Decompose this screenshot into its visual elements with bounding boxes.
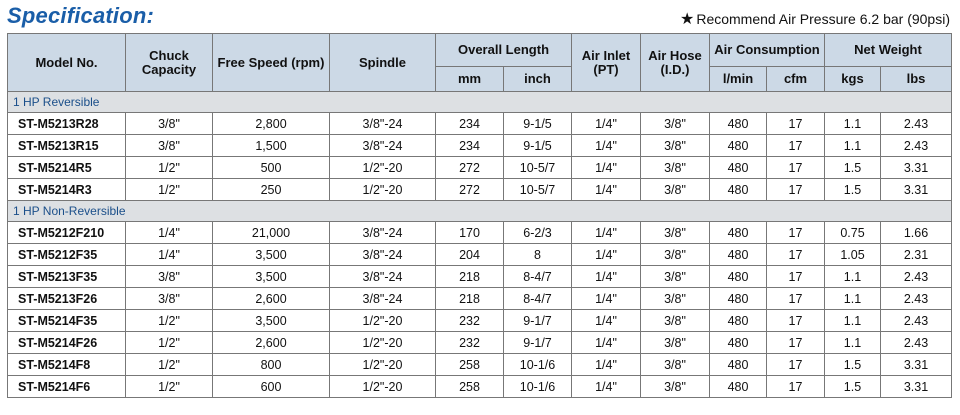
cell-length-inch: 8-4/7 (504, 266, 572, 288)
cell-weight-kgs: 1.5 (825, 376, 881, 398)
cell-air-inlet: 1/4" (572, 266, 641, 288)
cell-consumption-lmin: 480 (710, 113, 767, 135)
cell-weight-kgs: 1.1 (825, 310, 881, 332)
cell-air-hose: 3/8" (641, 266, 710, 288)
cell-length-mm: 272 (436, 179, 504, 201)
cell-consumption-cfm: 17 (767, 354, 825, 376)
cell-weight-kgs: 1.1 (825, 266, 881, 288)
cell-free-speed: 250 (213, 179, 330, 201)
cell-free-speed: 600 (213, 376, 330, 398)
cell-weight-lbs: 2.43 (881, 135, 952, 157)
cell-length-mm: 234 (436, 113, 504, 135)
header-air-consumption: Air Consumption (710, 34, 825, 67)
cell-chuck-capacity: 1/2" (126, 310, 213, 332)
cell-air-hose: 3/8" (641, 310, 710, 332)
cell-air-inlet: 1/4" (572, 332, 641, 354)
header-free-speed: Free Speed (rpm) (213, 34, 330, 92)
cell-consumption-cfm: 17 (767, 376, 825, 398)
header-consumption-cfm: cfm (767, 67, 825, 92)
cell-length-mm: 218 (436, 288, 504, 310)
cell-consumption-lmin: 480 (710, 354, 767, 376)
cell-air-hose: 3/8" (641, 376, 710, 398)
cell-free-speed: 21,000 (213, 222, 330, 244)
table-row (8, 157, 952, 179)
cell-length-mm: 204 (436, 244, 504, 266)
cell-air-inlet: 1/4" (572, 376, 641, 398)
cell-free-speed: 1,500 (213, 135, 330, 157)
cell-spindle: 3/8"-24 (330, 288, 436, 310)
cell-air-inlet: 1/4" (572, 113, 641, 135)
cell-air-hose: 3/8" (641, 113, 710, 135)
cell-air-inlet: 1/4" (572, 179, 641, 201)
cell-length-inch: 10-5/7 (504, 157, 572, 179)
cell-chuck-capacity: 1/4" (126, 244, 213, 266)
cell-length-inch: 6-2/3 (504, 222, 572, 244)
cell-weight-lbs: 3.31 (881, 157, 952, 179)
cell-consumption-cfm: 17 (767, 113, 825, 135)
cell-consumption-lmin: 480 (710, 222, 767, 244)
cell-air-hose: 3/8" (641, 135, 710, 157)
table-row (8, 310, 952, 332)
cell-air-hose: 3/8" (641, 354, 710, 376)
header-weight-kgs: kgs (825, 67, 881, 92)
cell-spindle: 1/2"-20 (330, 376, 436, 398)
cell-spindle: 3/8"-24 (330, 266, 436, 288)
cell-length-mm: 232 (436, 332, 504, 354)
cell-air-hose: 3/8" (641, 222, 710, 244)
cell-weight-kgs: 1.05 (825, 244, 881, 266)
cell-air-inlet: 1/4" (572, 157, 641, 179)
cell-air-inlet: 1/4" (572, 310, 641, 332)
cell-weight-kgs: 0.75 (825, 222, 881, 244)
cell-consumption-lmin: 480 (710, 266, 767, 288)
star-icon: ★ (679, 11, 695, 28)
cell-weight-kgs: 1.5 (825, 179, 881, 201)
table-row (8, 266, 952, 288)
cell-length-mm: 272 (436, 157, 504, 179)
cell-chuck-capacity: 1/2" (126, 179, 213, 201)
cell-free-speed: 3,500 (213, 266, 330, 288)
cell-weight-lbs: 3.31 (881, 179, 952, 201)
cell-length-inch: 9-1/7 (504, 310, 572, 332)
header-model: Model No. (8, 34, 126, 92)
specification-body (8, 92, 952, 398)
cell-length-inch: 9-1/7 (504, 332, 572, 354)
cell-chuck-capacity: 3/8" (126, 288, 213, 310)
cell-air-hose: 3/8" (641, 157, 710, 179)
cell-spindle: 1/2"-20 (330, 179, 436, 201)
header-net-weight: Net Weight (825, 34, 952, 67)
cell-air-inlet: 1/4" (572, 222, 641, 244)
cell-consumption-cfm: 17 (767, 157, 825, 179)
cell-length-mm: 258 (436, 376, 504, 398)
cell-air-inlet: 1/4" (572, 244, 641, 266)
cell-spindle: 3/8"-24 (330, 113, 436, 135)
cell-chuck-capacity: 1/2" (126, 354, 213, 376)
cell-model: ST-M5213R28 (8, 113, 126, 135)
cell-model: ST-M5214F26 (8, 332, 126, 354)
cell-consumption-cfm: 17 (767, 288, 825, 310)
cell-consumption-lmin: 480 (710, 332, 767, 354)
cell-weight-kgs: 1.5 (825, 354, 881, 376)
cell-length-inch: 8-4/7 (504, 288, 572, 310)
cell-chuck-capacity: 1/2" (126, 376, 213, 398)
cell-length-inch: 10-5/7 (504, 179, 572, 201)
cell-chuck-capacity: 3/8" (126, 135, 213, 157)
header-chuck-capacity: Chuck Capacity (126, 34, 213, 92)
cell-model: ST-M5213F26 (8, 288, 126, 310)
cell-weight-lbs: 3.31 (881, 354, 952, 376)
header-length-mm: mm (436, 67, 504, 92)
cell-model: ST-M5214F6 (8, 376, 126, 398)
cell-consumption-lmin: 480 (710, 135, 767, 157)
cell-free-speed: 800 (213, 354, 330, 376)
cell-consumption-cfm: 17 (767, 244, 825, 266)
cell-consumption-cfm: 17 (767, 179, 825, 201)
cell-weight-kgs: 1.5 (825, 157, 881, 179)
cell-chuck-capacity: 1/2" (126, 332, 213, 354)
table-row (8, 332, 952, 354)
cell-free-speed: 2,600 (213, 332, 330, 354)
cell-spindle: 1/2"-20 (330, 310, 436, 332)
table-row (8, 179, 952, 201)
group-label: 1 HP Non-Reversible (8, 201, 952, 222)
header-overall-length: Overall Length (436, 34, 572, 67)
cell-length-inch: 9-1/5 (504, 113, 572, 135)
cell-spindle: 3/8"-24 (330, 135, 436, 157)
header-spindle: Spindle (330, 34, 436, 92)
table-row (8, 376, 952, 398)
table-row (8, 244, 952, 266)
cell-weight-lbs: 2.43 (881, 288, 952, 310)
cell-weight-lbs: 2.43 (881, 113, 952, 135)
cell-air-inlet: 1/4" (572, 135, 641, 157)
cell-consumption-lmin: 480 (710, 244, 767, 266)
cell-consumption-lmin: 480 (710, 157, 767, 179)
cell-spindle: 1/2"-20 (330, 332, 436, 354)
cell-length-mm: 258 (436, 354, 504, 376)
cell-spindle: 1/2"-20 (330, 157, 436, 179)
cell-consumption-lmin: 480 (710, 288, 767, 310)
pressure-note-text: Recommend Air Pressure 6.2 bar (90psi) (696, 11, 950, 27)
cell-weight-lbs: 1.66 (881, 222, 952, 244)
cell-length-mm: 218 (436, 266, 504, 288)
page-title: Specification: (7, 3, 155, 28)
cell-model: ST-M5214F8 (8, 354, 126, 376)
cell-consumption-lmin: 480 (710, 179, 767, 201)
cell-weight-kgs: 1.1 (825, 113, 881, 135)
cell-free-speed: 2,800 (213, 113, 330, 135)
group-row (8, 92, 952, 113)
cell-chuck-capacity: 1/4" (126, 222, 213, 244)
cell-consumption-cfm: 17 (767, 266, 825, 288)
header-consumption-lmin: l/min (710, 67, 767, 92)
cell-air-inlet: 1/4" (572, 288, 641, 310)
cell-length-inch: 8 (504, 244, 572, 266)
cell-model: ST-M5214R3 (8, 179, 126, 201)
header-air-inlet: Air Inlet (PT) (572, 34, 641, 92)
cell-spindle: 1/2"-20 (330, 354, 436, 376)
cell-weight-lbs: 2.43 (881, 310, 952, 332)
cell-length-mm: 234 (436, 135, 504, 157)
cell-weight-kgs: 1.1 (825, 135, 881, 157)
cell-model: ST-M5214F35 (8, 310, 126, 332)
header-air-hose: Air Hose (I.D.) (641, 34, 710, 92)
cell-spindle: 3/8"-24 (330, 244, 436, 266)
cell-chuck-capacity: 3/8" (126, 266, 213, 288)
cell-free-speed: 500 (213, 157, 330, 179)
cell-length-mm: 170 (436, 222, 504, 244)
cell-model: ST-M5213R15 (8, 135, 126, 157)
cell-consumption-lmin: 480 (710, 376, 767, 398)
header-length-inch: inch (504, 67, 572, 92)
cell-model: ST-M5213F35 (8, 266, 126, 288)
cell-weight-lbs: 3.31 (881, 376, 952, 398)
cell-weight-lbs: 2.43 (881, 266, 952, 288)
cell-free-speed: 3,500 (213, 244, 330, 266)
cell-consumption-cfm: 17 (767, 222, 825, 244)
table-row (8, 354, 952, 376)
cell-length-inch: 9-1/5 (504, 135, 572, 157)
cell-chuck-capacity: 3/8" (126, 113, 213, 135)
cell-model: ST-M5212F210 (8, 222, 126, 244)
cell-free-speed: 3,500 (213, 310, 330, 332)
cell-weight-lbs: 2.31 (881, 244, 952, 266)
cell-air-hose: 3/8" (641, 332, 710, 354)
specification-table (7, 33, 952, 398)
cell-model: ST-M5212F35 (8, 244, 126, 266)
table-row (8, 113, 952, 135)
cell-weight-lbs: 2.43 (881, 332, 952, 354)
cell-weight-kgs: 1.1 (825, 288, 881, 310)
cell-consumption-lmin: 480 (710, 310, 767, 332)
cell-free-speed: 2,600 (213, 288, 330, 310)
table-row (8, 288, 952, 310)
cell-length-mm: 232 (436, 310, 504, 332)
cell-chuck-capacity: 1/2" (126, 157, 213, 179)
cell-consumption-cfm: 17 (767, 135, 825, 157)
group-label: 1 HP Reversible (8, 92, 952, 113)
header-weight-lbs: lbs (881, 67, 952, 92)
cell-model: ST-M5214R5 (8, 157, 126, 179)
pressure-note (680, 9, 950, 29)
cell-air-inlet: 1/4" (572, 354, 641, 376)
group-row (8, 201, 952, 222)
cell-length-inch: 10-1/6 (504, 354, 572, 376)
cell-spindle: 3/8"-24 (330, 222, 436, 244)
cell-air-hose: 3/8" (641, 244, 710, 266)
cell-air-hose: 3/8" (641, 179, 710, 201)
cell-air-hose: 3/8" (641, 288, 710, 310)
cell-weight-kgs: 1.1 (825, 332, 881, 354)
table-row (8, 222, 952, 244)
cell-length-inch: 10-1/6 (504, 376, 572, 398)
cell-consumption-cfm: 17 (767, 332, 825, 354)
cell-consumption-cfm: 17 (767, 310, 825, 332)
table-row (8, 135, 952, 157)
